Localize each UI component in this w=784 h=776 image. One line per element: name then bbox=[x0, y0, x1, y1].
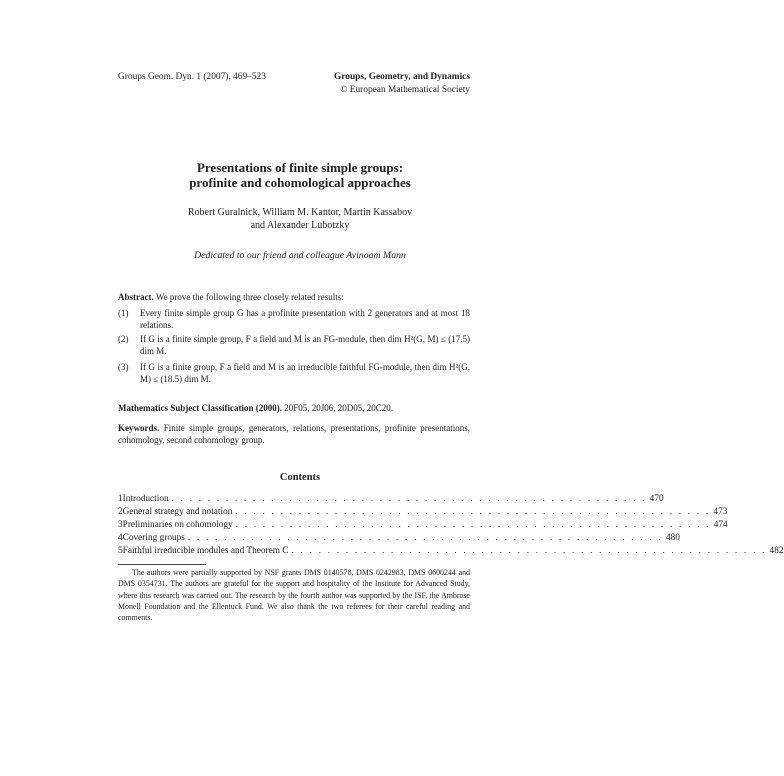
keywords-label: Keywords. bbox=[118, 423, 160, 433]
toc-entry-title: Faithful irreducible modules and Theorem C bbox=[122, 546, 289, 556]
toc-entry[interactable] bbox=[118, 533, 680, 546]
toc-dot-leader: . . . . . . . . . . . . . . . . . . . . . . . . . . . . . . . . . . . . . . . . . . . . . . . . . . . . . bbox=[235, 520, 711, 530]
contents-heading: Contents bbox=[279, 472, 321, 483]
publisher: © European Mathematical Society bbox=[340, 85, 470, 95]
toc-entry-number: 2 bbox=[118, 507, 123, 517]
toc-entry-title: Covering groups bbox=[122, 533, 185, 543]
toc-dot-leader: . . . . . . . . . . . . . . . . . . . . . . . . . . . . . . . . . . . . . . . . . . . . . . . . . . . . . bbox=[291, 546, 767, 556]
abstract-label: Abstract. bbox=[118, 292, 154, 302]
abstract-intro-line bbox=[118, 292, 470, 302]
abstract-item-text: If G is a finite simple group, F a field and M is an FG-module, then dim H²(G, M) ≤ (17.5) dim M. bbox=[140, 334, 470, 357]
paper-title-line-1: Presentations of finite simple groups: bbox=[196, 160, 404, 175]
toc-entry[interactable] bbox=[118, 546, 784, 559]
paper-title-line-2: profinite and cohomological approaches bbox=[189, 175, 411, 190]
toc-entry-page: 470 bbox=[649, 494, 664, 504]
toc-entry-number: 1 bbox=[118, 494, 123, 504]
toc-entry-page: 480 bbox=[665, 533, 680, 543]
toc-dot-leader: . . . . . . . . . . . . . . . . . . . . . . . . . . . . . . . . . . . . . . . . . . . . . . . . . . . . . bbox=[171, 494, 647, 504]
keywords-line bbox=[118, 422, 470, 447]
toc-entry-title: Introduction bbox=[122, 494, 169, 504]
toc-entry-page: 482 bbox=[769, 546, 784, 556]
toc-entry-title: Preliminaries on cohomology bbox=[122, 520, 233, 530]
toc-entry[interactable] bbox=[118, 494, 664, 507]
abstract-item-text: If G is a finite group, F a field and M is an irreducible faithful FG-module, then dim H²(G, M) ≤ (18.5) dim M. bbox=[140, 362, 470, 385]
msc-label: Mathematics Subject Classification (2000). bbox=[118, 403, 282, 413]
dedication: Dedicated to our friend and colleague Avinoam Mann bbox=[194, 250, 406, 261]
abstract-item-2 bbox=[118, 333, 470, 358]
keywords-value: Finite simple groups, generators, relations, presentations, profinite presentations, cohomology, second cohomology group. bbox=[118, 423, 471, 446]
toc-dot-leader: . . . . . . . . . . . . . . . . . . . . . . . . . . . . . . . . . . . . . . . . . . . . . . . . . . . . . bbox=[187, 533, 663, 543]
footnote-text: The authors were partially supported by NSF grants DMS 0140578, DMS 0242983, DMS 0600244 and DMS 0354731. The authors are grateful for the support and hospitality of the Institute for Advanced Study, where this research was carried out. The research by the fourth author was supported by the ISF, the Ambrose Monell Foundation and the Ellentuck Fund. We also thank the two referees for their careful reading and comments. bbox=[118, 568, 470, 623]
toc-dot-leader: . . . . . . . . . . . . . . . . . . . . . . . . . . . . . . . . . . . . . . . . . . . . . . . . . . . . . bbox=[235, 507, 711, 517]
msc-value: 20F05, 20J06, 20D05, 20C20. bbox=[284, 403, 393, 413]
authors-line-1: Robert Guralnick, William M. Kantor, Martin Kassabov bbox=[187, 207, 413, 218]
abstract-item-number: (1) bbox=[118, 308, 129, 318]
toc-entry[interactable] bbox=[118, 520, 728, 533]
footnote-rule bbox=[118, 564, 206, 565]
toc-entry-page: 474 bbox=[713, 520, 728, 530]
footnote bbox=[118, 567, 470, 623]
toc-entry-number: 4 bbox=[118, 533, 123, 543]
abstract-item-number: (2) bbox=[118, 334, 129, 344]
toc-entry-number: 3 bbox=[118, 520, 123, 530]
journal-name: Groups, Geometry, and Dynamics bbox=[333, 72, 470, 82]
toc-entry[interactable] bbox=[118, 507, 728, 520]
abstract-item-3 bbox=[118, 361, 470, 386]
msc-line bbox=[118, 403, 470, 413]
toc-entry-page: 473 bbox=[713, 507, 728, 517]
abstract-item-text: Every finite simple group G has a profinite presentation with 2 generators and at most 18 relations. bbox=[140, 308, 470, 331]
abstract-item-number: (3) bbox=[118, 362, 129, 372]
journal-reference: Groups Geom. Dyn. 1 (2007), 469–523 bbox=[118, 72, 266, 82]
toc-entry-title: General strategy and notation bbox=[122, 507, 233, 517]
authors-line-2: and Alexander Lubotzky bbox=[250, 220, 350, 231]
abstract-intro: We prove the following three closely related results: bbox=[155, 292, 344, 302]
toc-entry-number: 5 bbox=[118, 546, 123, 556]
abstract-item-1 bbox=[118, 307, 470, 332]
